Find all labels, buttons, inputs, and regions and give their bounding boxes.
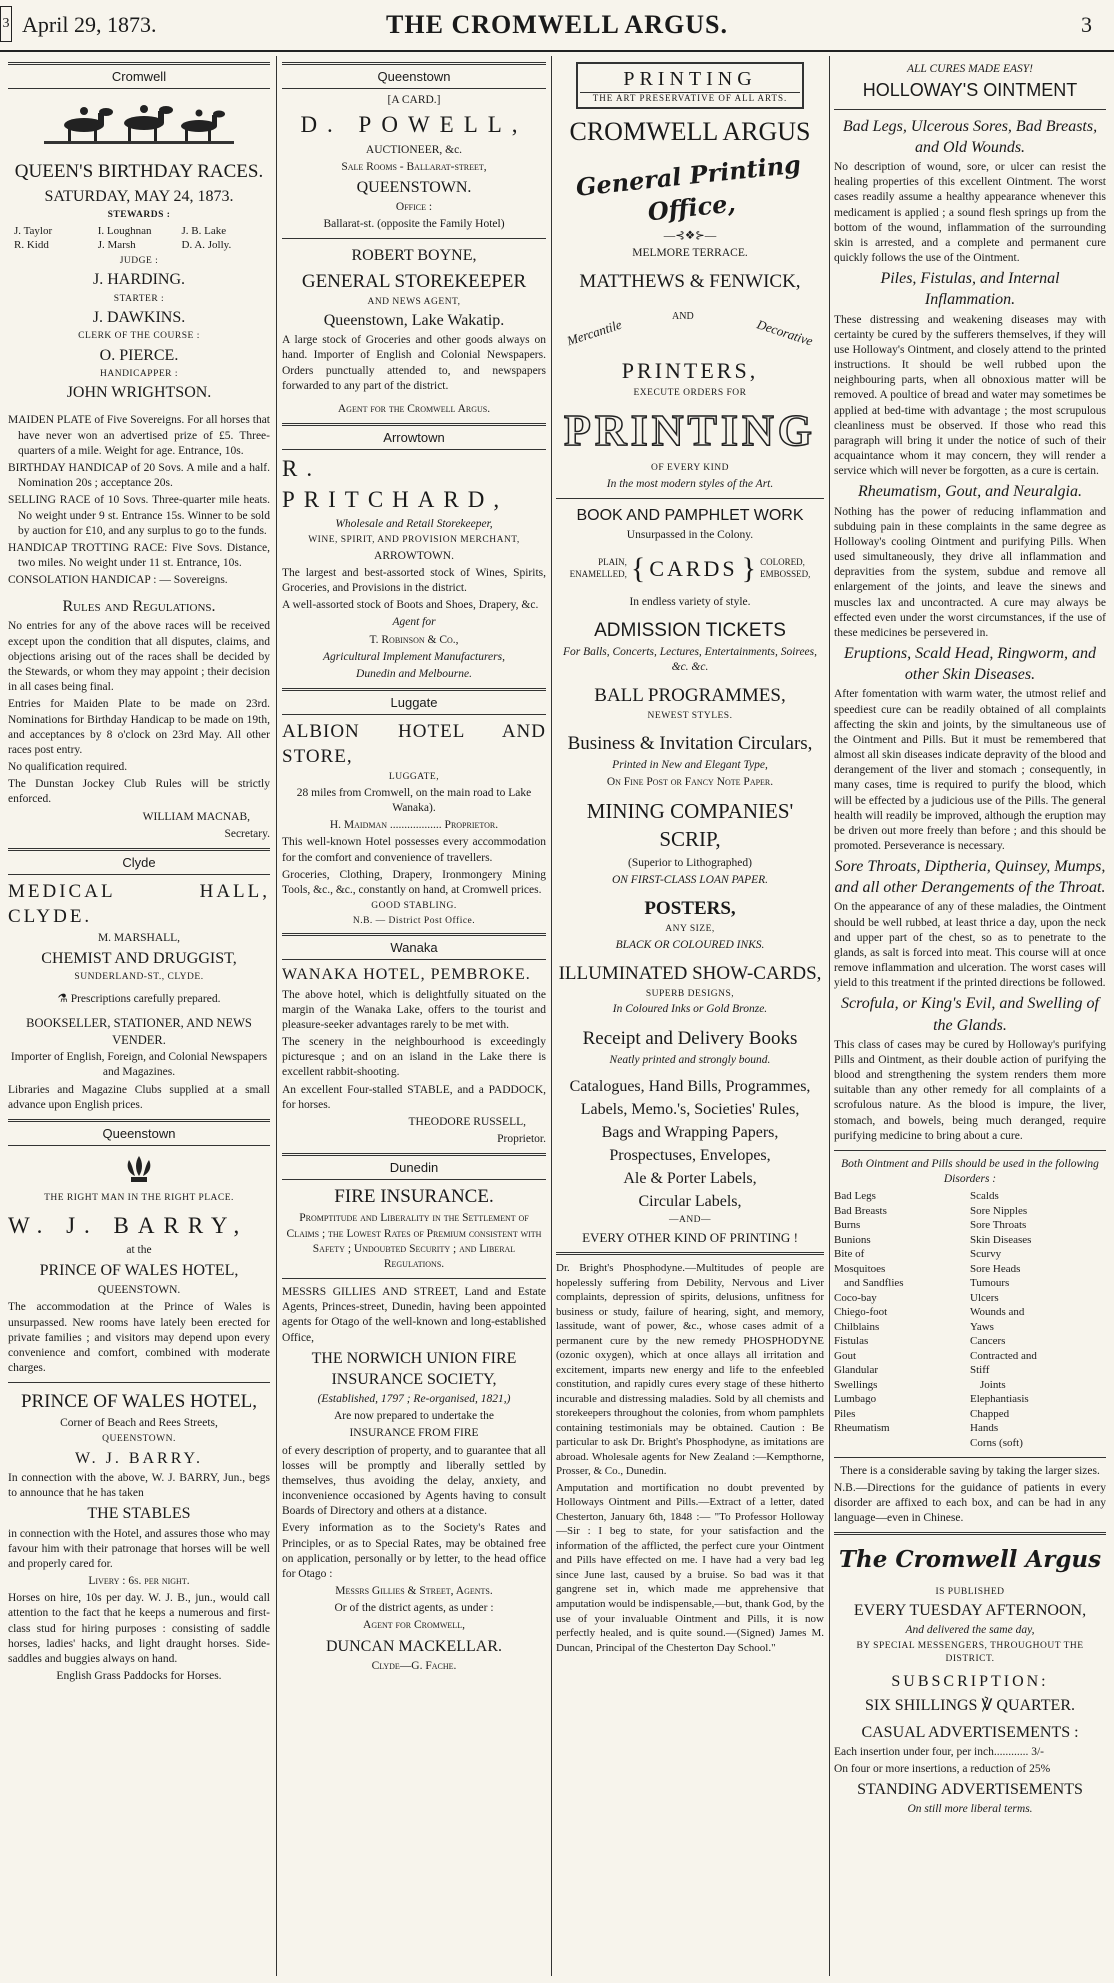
labels: Labels, Memo.'s, Societies' Rules, — [580, 1100, 800, 1118]
disorder-item: Fistulas — [834, 1335, 869, 1348]
insurance-agents: Messrs Gillies & Street, Agents. — [335, 1585, 493, 1598]
albion-stabling: GOOD STABLING. — [371, 901, 457, 912]
ball-programmes: BALL PROGRAMMES, — [594, 685, 786, 707]
disorder-item: Contracted and Stiff — [970, 1349, 1037, 1377]
disorder-item: Wounds and Yaws — [970, 1306, 1025, 1333]
mercantile-decorative-arch — [556, 296, 824, 354]
wanaka-body-2: The scenery in the neighbourhood is exceedingly picturesque ; and on an island in the Lake there is excellent rabbit-shooting. — [282, 1036, 546, 1079]
is-published: IS PUBLISHED — [935, 1586, 1005, 1597]
holloway-para-1: No description of wound, sore, or ulcer can resist the healing properties of this excellent Ointment. The worst cases readily assume a healthy appearance whenever this medicament is applied ; a sound flesh springs up from the bottom of the wound, inflammation of the surrounding skin is arrested, and a complete and permanent cure quickly follows the use of the Ointment. — [834, 161, 1106, 265]
bookseller-line: BOOKSELLER, STATIONER, AND NEWS VENDER. — [26, 1016, 252, 1047]
holloway-para-4: After fomentation with warm water, the utmost relief and speediest cure can be readily obtained of all complaints affecting the skin and joints, by the simultaneous use of the Ointment and Pills. But it must be remembered that almost all skin diseases indicate depravity of the blood and derangement of the liver and stomach ; consequently, in many cases, time is required to purify the blood, which will be effected by a judicious use of the Pills. The general health will readily be improved, although the eruption may be driven out more freely than before ; and this should be promoted. Perseverance is necessary. — [834, 688, 1106, 853]
subscription-price: SIX SHILLINGS ℣ QUARTER. — [865, 1696, 1075, 1714]
modern-styles: In the most modern styles of the Art. — [606, 477, 774, 490]
hotel-name: PRINCE OF WALES HOTEL, — [39, 1262, 239, 1280]
printing-banner — [576, 62, 804, 109]
stables-intro: In connection with the above, W. J. BARRY, Jun., begs to announce that he has taken — [8, 1472, 270, 1500]
boyne-agent: AND NEWS AGENT, — [367, 296, 461, 307]
all-cures: ALL CURES MADE EASY! — [907, 63, 1033, 75]
steward-name: D. A. Jolly. — [181, 239, 232, 252]
starter-label: STARTER : — [113, 293, 165, 304]
subscription-heading: SUBSCRIPTION: — [891, 1673, 1049, 1691]
illuminated-showcards: ILLUMINATED SHOW-CARDS, — [558, 962, 822, 984]
rules-paragraph: Entries for Maiden Plate to be made on 23rd. Nominations for Birthday Handicap to be made on 19th, and acceptances by 8 o'clock on 23rd May. All other races post entry. — [8, 698, 270, 756]
disorders-list — [834, 1189, 1106, 1450]
both-ointment: Both Ointment and Pills should be used in the following Disorders : — [841, 1157, 1099, 1186]
disorder-item: Glandular Swellings — [834, 1364, 878, 1391]
amputation-notice: Amputation and mortification no doubt prevented by Holloways Ointment and Pills.—Extract of a letter, dated Chesterton, January 6th, 1848 :— "To Professor Holloway—Sir : I beg to state, for your satisfaction and the information of the afflicted, the perfect cure your Ointment and Pills have effected on me. I have had a very bad leg since June last, caused by a bruise. So bad was it that gangrene set in, which made me apprehensive that amputation would be indispensable,—but, thank God, by the use of your invaluable Ointment and Pills, it is now perfectly healed, and is quite sound.—(Signed) James M. Duncan, Principal of the Chesterton Day School." — [556, 1481, 824, 1654]
signer-name: WILLIAM MACNAB, — [142, 810, 250, 823]
stables-body: in connection with the Hotel, and assures those who may favour him with their patronage that horses will be well and properly cared for. — [8, 1527, 270, 1570]
disorders-left — [834, 1189, 970, 1450]
mining-scrip: MINING COMPANIES' SCRIP, — [586, 799, 794, 851]
holloway-heading-2: Piles, Fistulas, and Internal Inflammation. — [880, 270, 1060, 309]
circular-labels: Circular Labels, — [638, 1193, 742, 1211]
disorder-item: and Sandflies — [844, 1277, 904, 1290]
agent-firm: T. Robinson & Co., — [369, 633, 459, 646]
section-heading: Luggate — [282, 688, 546, 715]
divider — [834, 109, 1106, 110]
disorder-item: Chapped Hands — [970, 1407, 1010, 1435]
divider — [834, 1532, 1106, 1535]
barry-name-2: W. J. BARRY. — [74, 1450, 204, 1467]
disorder-item: Joints — [980, 1378, 1006, 1391]
wanaka-body-1: The above hotel, which is delightfully situated on the margin of the Wanaka Lake, offers to the tourist and pleasure-seeker advantages rarely to be met with. — [282, 988, 546, 1031]
any-size: ANY SIZE, — [665, 924, 715, 935]
section-heading: Clyde — [8, 848, 270, 875]
powell-name: D. POWELL, — [300, 112, 528, 138]
paddocks-line: English Grass Paddocks for Horses. — [56, 1670, 222, 1683]
disorder-item: Sore Throats — [970, 1219, 1027, 1232]
endless-variety: In endless variety of style. — [629, 595, 751, 608]
column-divider — [276, 56, 277, 1976]
steward-name: J. B. Lake — [181, 224, 227, 237]
chemist-name: M. MARSHALL, — [97, 932, 181, 945]
sale-rooms: Sale Rooms - Ballarat-street, — [341, 160, 487, 173]
pritchard-town: ARROWTOWN. — [374, 549, 454, 562]
section-heading: Queenstown — [282, 62, 546, 89]
unsurpassed: Unsurpassed in the Colony. — [626, 528, 754, 541]
office-label: Office : — [395, 201, 433, 214]
steward-name: J. Taylor — [14, 224, 53, 237]
column-3 — [556, 56, 824, 1976]
prescriptions-text: Prescriptions carefully prepared. — [70, 993, 221, 1005]
disorder-item: Corns (soft) — [970, 1437, 1023, 1449]
holloway-title: HOLLOWAY'S OINTMENT — [862, 80, 1078, 101]
agent-cromwell: Agent for Cromwell, — [363, 1619, 465, 1632]
every-kind: OF EVERY KIND — [651, 462, 729, 473]
insurance-body: of every description of property, and to guarantee that all losses will be promptly and liberally settled by themselves, thus avoiding the delay, anxiety, and inconvenience occasioned by Agents having to consult Boards of Directory and others at a distance. — [282, 1444, 546, 1518]
insurance-info: Every information as to the Society's Rates and Principles, or as to Special Rates, may be obtained free on application, personally or by letter, to the head office for Otago : — [282, 1522, 546, 1580]
catalogues: Catalogues, Hand Bills, Programmes, — [569, 1077, 811, 1095]
posters: POSTERS, — [644, 897, 736, 919]
column-4 — [834, 56, 1106, 1976]
disorder-item: Bad Legs — [834, 1190, 876, 1203]
printing-display-word: PRINTING — [563, 405, 817, 455]
boyne-place: Queenstown, Lake Wakatip. — [323, 312, 505, 330]
judge-label: JUDGE : — [119, 255, 159, 266]
stewards-list — [8, 238, 270, 253]
brace-icon: { — [630, 551, 646, 585]
holloway-para-6: This class of cases may be cured by Holloway's purifying Pills and Ointment, as their double action of purifying the blood and strengthening the system renders them more suitable than any other remedy for all complaints of a scrofulous nature. As the blood is impure, the liver, stomach, and bowels, being much deranged, require purifying medicine to bring about a cure. — [834, 1038, 1106, 1142]
fine-post: On Fine Post or Fancy Note Paper. — [606, 776, 774, 789]
phosphodyne-notice: Dr. Bright's Phosphodyne.—Multitudes of people are hopelessly suffering from Debility, Nervous and Liver complaints, depression of spirits, delusions, unfitness for business or study, failure of hearing, sight, and memory, lassitude, want of power, &c., whose cases admit of a permanent cure by the new remedy PHOSPHODYNE (ozonic oxygen), which at once allays all irritation and excitement, imparts new energy and life to the enfeebled constitution, and rapidly cures every stage of these hitherto incurable and distressing maladies. Sold by all chemists and storekeepers throughout the colonies, from whom pamphlets containing testimonials may be obtained. Caution : Be particular to ask Dr. Bright's Phosphodyne, as imitations are abroad. Wholesale agents for New Zealand :—Kempthorne, Prosser, & Co., Dunedin. — [556, 1262, 824, 1478]
libraries-line: Libraries and Magazine Clubs supplied at a small advance upon English prices. — [8, 1083, 270, 1111]
superior-litho: (Superior to Lithographed) — [628, 856, 752, 869]
disorder-item: Skin Diseases — [970, 1233, 1032, 1246]
loan-paper: ON FIRST-CLASS LOAN PAPER. — [611, 873, 769, 886]
agent-firm-trade: Agricultural Implement Manufacturers, — [323, 650, 505, 663]
neatly-printed: Neatly printed and strongly bound. — [609, 1053, 771, 1066]
casual-heading: CASUAL ADVERTISEMENTS : — [861, 1723, 1079, 1741]
boyne-name: ROBERT BOYNE, — [351, 247, 477, 265]
printing-banner-title: PRINTING — [580, 66, 800, 93]
pritchard-body-1: The largest and best-assorted stock of Wines, Spirits, Groceries, and Provisions in the district. — [282, 566, 546, 595]
fire-insurance-title: FIRE INSURANCE. — [334, 1186, 494, 1208]
agent-for: Agent for — [392, 616, 436, 629]
printing-banner-subtitle: THE ART PRESERVATIVE OF ALL ARTS. — [592, 93, 788, 104]
steward-name: R. Kidd — [14, 239, 49, 252]
pritchard-wine: WINE, SPIRIT, AND PROVISION MERCHANT, — [308, 535, 520, 546]
column-2 — [282, 56, 546, 1976]
stewards-label: STEWARDS : — [107, 210, 171, 221]
race-entry: CONSOLATION HANDICAP : — Sovereigns. — [8, 574, 228, 587]
holloway-heading-4: Eruptions, Scald Head, Ringworm, and other Skin Diseases. — [844, 645, 1096, 684]
wanaka-signer: THEODORE RUSSELL, — [408, 1115, 526, 1128]
albion-title: ALBION HOTEL AND STORE, — [282, 721, 546, 768]
argus-gothic-title: The Cromwell Argus — [838, 1546, 1102, 1574]
cards-word: CARDS — [649, 556, 738, 582]
page-number: 3 — [1081, 12, 1092, 37]
albion-place: LUGGATE, — [388, 772, 440, 783]
disorder-item: Gout — [834, 1349, 856, 1362]
inks: BLACK OR COLOURED INKS. — [615, 938, 765, 951]
cards-left-labels — [570, 557, 627, 581]
boyne-body: A large stock of Groceries and other goods always on hand. Importer of English and Colonial Newspapers. Orders punctually attended to, and newspapers forwarded to any part of the district. — [282, 334, 546, 392]
holloway-para-5: On the appearance of any of these maladies, the Ointment should be well rubbed, at least thrice a day, upon the neck and upper part of the chest, so as to penetrate to the glands, as salt is forced into meat. This course will at once remove inflammation and ulceration. The worst cases will yield to this treatment if the printed directions be followed. — [834, 901, 1106, 990]
page-edge-marker: 3 — [0, 6, 12, 42]
rules-title: Rules and Regulations. — [62, 598, 216, 616]
disorder-item: Scurvy — [970, 1248, 1002, 1261]
motto: THE RIGHT MAN IN THE RIGHT PLACE. — [44, 1193, 234, 1204]
race-entry: HANDICAP TROTTING RACE: Five Sovs. Distance, two miles. No weight under 11 st. Entrance, 10s. — [8, 541, 270, 570]
section-heading: Dunedin — [282, 1153, 546, 1180]
albion-body-2: Groceries, Clothing, Drapery, Ironmongery Mining Tools, &c., &c., constantly on hand, at Cromwell prices. — [282, 868, 546, 896]
divider — [834, 1457, 1106, 1458]
rules-paragraph: No qualification required. — [8, 761, 128, 774]
horses-hire: Horses on hire, 10s per day. W. J. B., jun., would call attention to the fact that he keeps a numerous and first-class stud for hiring purposes : consisting of saddle horses, ladies' hacks, and light draught horses. Side-saddles and buggies always on hand. — [8, 1592, 270, 1665]
albion-proprietor: H. Maidman .................. Proprietor. — [329, 819, 499, 832]
divider — [8, 1382, 270, 1383]
town-name: QUEENSTOWN. — [97, 1284, 181, 1297]
mackellar-name: DUNCAN MACKELLAR. — [326, 1637, 502, 1655]
cards-right-labels — [760, 557, 810, 581]
albion-distance: 28 miles from Cromwell, on the main road to Lake Wanaka). — [296, 786, 532, 815]
coloured-inks: In Coloured Inks or Gold Bronze. — [612, 1003, 768, 1016]
albion-body-1: This well-known Hotel possesses every accommodation for the comfort and convenience of travellers. — [282, 836, 546, 864]
fire-insurance-promo: Promptitude and Liberality in the Settlement of Claims ; the Lowest Rates of Premium consistent with Safety ; Undoubted Security ; and Liberal Regulations. — [286, 1212, 542, 1270]
divider — [282, 1278, 546, 1279]
racehorses-illustration — [44, 95, 234, 153]
agent-firm-place: Dunedin and Melbourne. — [356, 667, 472, 680]
divider — [834, 1150, 1106, 1151]
disorder-item: Bad Breasts — [834, 1204, 887, 1217]
wanaka-signer-title: Proprietor. — [497, 1133, 546, 1146]
disorder-item: Sore Heads — [970, 1262, 1021, 1275]
race-entry: MAIDEN PLATE of Five Sovereigns. For all horses that have never won an advertised prize of £5. Three-quarters of a mile. Weight for age. Entrance, 10s. — [8, 414, 270, 457]
norwich-union: THE NORWICH UNION FIRE INSURANCE SOCIETY, — [311, 1349, 517, 1388]
powell-town: QUEENSTOWN. — [356, 179, 472, 197]
column-divider — [829, 56, 830, 1976]
chemist-address: SUNDERLAND-ST., CLYDE. — [74, 972, 204, 983]
rules-paragraph: The Dunstan Jockey Club Rules will be strictly enforced. — [8, 778, 270, 806]
matthews-fenwick: MATTHEWS & FENWICK, — [579, 271, 801, 293]
saving-note: There is a considerable saving by taking the larger sizes. — [840, 1464, 1100, 1477]
albion-post: N.B. — District Post Office. — [352, 915, 476, 926]
gillies-intro: MESSRS GILLIES AND STREET, Land and Estate Agents, Princes-street, Dunedin, having been appointed agents for Otago of the well-known and long-established Office, — [282, 1286, 546, 1344]
disorder-item: Chilblains — [834, 1320, 880, 1333]
wanaka-title: WANAKA HOTEL, PEMBROKE. — [282, 966, 531, 984]
holloway-heading-5: Sore Throats, Diptheria, Quinsey, Mumps, and all other Derangements of the Throat. — [834, 858, 1106, 897]
admission-tickets: ADMISSION TICKETS — [594, 619, 786, 641]
section-heading: Queenstown — [8, 1119, 270, 1146]
race-title: QUEEN'S BIRTHDAY RACES. — [14, 161, 264, 183]
bags: Bags and Wrapping Papers, — [601, 1124, 779, 1141]
prepared-line: Are now prepared to undertake the — [334, 1410, 494, 1423]
steward-name: J. Marsh — [97, 239, 136, 252]
hotel-description: The accommodation at the Prince of Wales is unsurpassed. New rooms have lately been erected for private families ; and visitors may depend upon every convenience and comfort, combined with moderate charges. — [8, 1301, 270, 1375]
section-heading: Arrowtown — [282, 423, 546, 450]
ornament-icon: —⊰❖⊱— — [663, 229, 717, 242]
hotel-corner: Corner of Beach and Rees Streets, — [60, 1417, 218, 1430]
newest-styles: NEWEST STYLES. — [647, 711, 733, 722]
cards-block — [556, 549, 824, 589]
casual-four: On four or more insertions, a reduction of 25% — [834, 1762, 1051, 1775]
mortar-icon: ⚗ — [57, 993, 68, 1005]
holloway-para-2: These distressing and weakening diseases may with certainty be cured by the sufferers themselves, if they will use Holloway's Ointment, and closely attend to the printed instructions. It should be well rubbed upon the neighbouring parts, when all obnoxious matter will be removed. A poultice of bread and water may sometimes be applied at bed-time with advantage ; the most scrupulous cleanliness must be observed. If those who read this paragraph will bring it under the notice of such of their acquaintance whom it may concern, they will render a service which will never be forgotten, as a cure is certain. — [834, 313, 1106, 478]
town-name-2: QUEENSTOWN. — [102, 1434, 176, 1445]
clerk-name: O. PIERCE. — [99, 346, 179, 364]
race-date: SATURDAY, MAY 24, 1873. — [44, 188, 234, 206]
disorders-right — [970, 1189, 1106, 1450]
plain-label: PLAIN, — [598, 556, 627, 567]
enamelled-label: ENAMELLED, — [569, 568, 627, 579]
and-separator: —AND— — [668, 1215, 712, 1226]
brace-icon: } — [741, 551, 757, 585]
disorder-item: Ulcers — [970, 1291, 999, 1304]
stewards-list — [8, 224, 270, 239]
disorder-item: Cancers — [970, 1335, 1006, 1348]
card-label: [A CARD.] — [387, 94, 441, 107]
medical-hall-title: MEDICAL HALL, CLYDE. — [8, 881, 270, 928]
holloway-heading-3: Rheumatism, Gout, and Neuralgia. — [858, 483, 1082, 501]
norwich-established: (Established, 1797 ; Re-organised, 1821,) — [317, 1393, 511, 1406]
colored-label: COLORED, — [760, 556, 805, 567]
column-divider — [551, 56, 552, 1976]
boyne-trade: GENERAL STOREKEEPER — [301, 270, 527, 292]
stables-title: THE STABLES — [87, 1505, 191, 1523]
barry-name: W. J. BARRY, — [8, 1212, 249, 1238]
delivered-same-day: And delivered the same day, — [905, 1624, 1035, 1637]
pritchard-body-2: A well-assorted stock of Boots and Shoes, Drapery, &c. — [282, 599, 539, 612]
starter-name: J. DAWKINS. — [92, 309, 186, 327]
nb-note: N.B.—Directions for the guidance of patients in every disorder are affixed to each box, and can be had in any language—even in Chinese. — [834, 1481, 1106, 1525]
masthead — [0, 0, 1114, 52]
livery-line: Livery : 6s. per night. — [88, 1575, 190, 1588]
melmore-terrace: MELMORE TERRACE. — [632, 247, 748, 260]
disorder-item: Tumours — [970, 1277, 1010, 1290]
disorder-item: Piles — [834, 1407, 856, 1420]
disorder-item: Coco-bay — [834, 1291, 877, 1304]
casual-each: Each insertion under four, per inch............ 3/- — [834, 1745, 1044, 1758]
prospectuses: Prospectuses, Envelopes, — [609, 1147, 771, 1165]
race-entry: SELLING RACE of 10 Sovs. Three-quarter mile heats. No weight under 9 st. Entrance 15s. Winner to be sold by auction for £10, and any surplus to go to the funds. — [8, 494, 270, 537]
section-heading: Cromwell — [8, 62, 270, 89]
office-address: Ballarat-st. (opposite the Family Hotel) — [323, 218, 505, 231]
pritchard-name: R. PRITCHARD, — [282, 456, 509, 512]
rules-paragraph: No entries for any of the above races will be received except upon the condition that all disputes, claims, and objections arising out of the races shall be decided by the Stewards, or whom they may appoint ; their decision in all cases being final. — [8, 620, 270, 694]
every-other-kind: EVERY OTHER KIND OF PRINTING ! — [582, 1229, 798, 1245]
disorder-item: Burns — [834, 1219, 861, 1232]
divider — [282, 238, 546, 239]
business-circulars: Business & Invitation Circulars, — [567, 732, 813, 754]
handicapper-name: JOHN WRIGHTSON. — [66, 384, 212, 402]
pritchard-trade: Wholesale and Retail Storekeeper, — [335, 518, 493, 531]
clyde-agent: Clyde—G. Fache. — [371, 1659, 457, 1672]
divider — [556, 1252, 824, 1255]
decorative-word: Decorative — [755, 316, 815, 349]
clerk-label: CLERK OF THE COURSE : — [78, 331, 200, 342]
argus-name: CROMWELL ARGUS — [569, 117, 811, 147]
disorder-item: Chiego-foot — [834, 1306, 888, 1319]
agent-line: Agent for the Cromwell Argus. — [337, 403, 491, 415]
wanaka-body-3: An excellent Four-stalled STABLE, and a PADDOCK, for horses. — [282, 1083, 546, 1111]
section-heading: Wanaka — [282, 933, 546, 960]
signer-title: Secretary. — [224, 827, 270, 840]
liberal-terms: On still more liberal terms. — [907, 1803, 1033, 1816]
powell-trade: AUCTIONEER, &c. — [365, 143, 463, 156]
at-text: at the — [126, 1243, 152, 1256]
general-printing-office: General Printing Office, — [574, 148, 803, 226]
book-pamphlet: BOOK AND PAMPHLET WORK — [576, 506, 804, 524]
superb-designs: SUPERB DESIGNS, — [645, 988, 735, 999]
disorder-item: Bunions — [834, 1233, 871, 1246]
column-1 — [8, 56, 270, 1976]
embossed-label: EMBOSSED, — [760, 568, 811, 579]
prescriptions-line — [8, 992, 270, 1007]
disorder-item: Scalds — [970, 1190, 999, 1203]
race-entry: BIRTHDAY HANDICAP of 20 Sovs. A mile and a half. Nomination 20s ; acceptance 20s. — [8, 461, 270, 490]
holloway-heading-1: Bad Legs, Ulcerous Sores, Bad Breasts, and Old Wounds. — [842, 117, 1098, 157]
steward-name: I. Loughnan — [97, 224, 152, 237]
execute-orders: EXECUTE ORDERS FOR — [633, 388, 747, 399]
hotel-name-2: PRINCE OF WALES HOTEL, — [20, 1391, 258, 1413]
importer-line: Importer of English, Foreign, and Colonial Newspapers and Magazines. — [10, 1051, 268, 1079]
printers-heading: PRINTERS, — [621, 358, 759, 384]
newspaper-title: THE CROMWELL ARGUS. — [386, 10, 728, 39]
holloway-heading-6: Scrofula, or King's Evil, and Swelling of the Glands. — [841, 995, 1099, 1034]
prince-of-wales-feathers-icon — [119, 1152, 159, 1186]
special-messengers: BY SPECIAL MESSENGERS, THROUGHOUT THE DISTRICT. — [856, 1641, 1084, 1664]
mercantile-word: Mercantile — [565, 316, 624, 349]
insurance-from-fire: INSURANCE FROM FIRE — [349, 1427, 479, 1440]
printed-new-type: Printed in New and Elegant Type, — [612, 758, 768, 771]
divider — [556, 498, 824, 499]
standing-heading: STANDING ADVERTISEMENTS — [857, 1781, 1083, 1799]
disorder-item: Lumbago — [834, 1393, 877, 1406]
ale-labels: Ale & Porter Labels, — [623, 1170, 757, 1188]
judge-name: J. HARDING. — [93, 271, 185, 289]
chemist-trade: CHEMIST AND DRUGGIST, — [41, 950, 237, 968]
disorder-item: Elephantiasis — [970, 1393, 1029, 1406]
district-agents: Or of the district agents, as under : — [334, 1602, 494, 1615]
issue-date: April 29, 1873. — [22, 12, 157, 37]
holloway-para-3: Nothing has the power of reducing inflammation and subduing pain in these complaints in the same degree as Holloway's cooling Ointment and purifying Pills. When used simultaneously, they drive all inflammation and depravities from the system, subdue and remove all enlargement of the joints, and leave the sinews and muscles lax and uncontracted. A cure may always be effected even under the worst circumstances, if the use of these medicines be persevered in. — [834, 505, 1106, 639]
disorder-item: Rheumatism — [834, 1422, 890, 1435]
every-tuesday: EVERY TUESDAY AFTERNOON, — [853, 1602, 1087, 1620]
disorder-item: Bite of Mosquitoes — [834, 1248, 886, 1275]
and-word: AND — [672, 311, 694, 323]
receipt-books: Receipt and Delivery Books — [582, 1027, 798, 1049]
disorder-item: Sore Nipples — [970, 1204, 1028, 1217]
admission-uses: For Balls, Concerts, Lectures, Entertainments, Soirees, &c. &c. — [562, 645, 818, 673]
handicapper-label: HANDICAPPER : — [99, 368, 179, 379]
